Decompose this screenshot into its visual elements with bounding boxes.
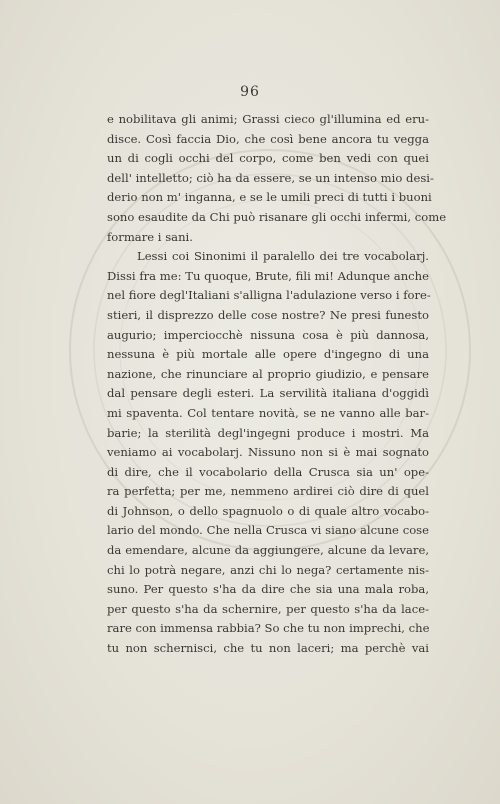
text-line: lario del mondo. Che nella Crusca vi siano alcune cose — [107, 523, 429, 538]
text-line: Dissi fra me: Tu quoque, Brute, fili mi! Adunque anche — [107, 268, 429, 283]
text-line: rare con immensa rabbia? So che tu non imprechi, che — [107, 621, 430, 636]
text-line: per questo s'ha da schernire, per questo s'ha da lace- — [107, 601, 429, 616]
text-line: mi spaventa. Col tentare novità, se ne vanno alle bar- — [107, 405, 429, 420]
text-line: stieri, il disprezzo delle cose nostre? Ne presi funesto — [107, 307, 429, 322]
text-line: nel fiore degl'Italiani s'alligna l'adulazione verso i fore- — [107, 288, 431, 303]
text-line: tu non schernisci, che tu non laceri; ma perchè vai — [107, 641, 429, 656]
text-line: nazione, che rinunciare al proprio giudizio, e pensare — [107, 366, 429, 381]
text-line: chi lo potrà negare, anzi chi lo nega? certamente nis- — [107, 562, 429, 577]
body-text — [107, 110, 447, 659]
text-line: dell' intelletto; ciò ha da essere, se un intenso mio desi- — [107, 170, 434, 185]
page-number: 96 — [240, 84, 260, 100]
text-line: Lessi coi Sinonimi il paralello dei tre vocabolarj. — [137, 249, 429, 264]
text-line: barie; la sterilità degl'ingegni produce i mostri. Ma — [107, 425, 429, 440]
text-line: sono esaudite da Chi può risanare gli occhi infermi, come — [107, 209, 447, 224]
text-line: di dire, che il vocabolario della Crusca sia un' ope- — [107, 464, 429, 479]
text-line: un di cogli occhi del corpo, come ben vedi con quei — [107, 151, 429, 166]
text-line: e nobilitava gli animi; Grassi cieco gl'illumina ed eru- — [107, 112, 429, 126]
text-line: nessuna è più mortale alle opere d'ingegno di una — [107, 347, 429, 362]
text-line: derio non m' inganna, e se le umili preci di tutti i buoni — [107, 190, 432, 205]
text-line: da emendare, alcune da aggiungere, alcune da levare, — [107, 543, 429, 558]
text-line: di Johnson, o dello spagnuolo o di quale altro vocabo- — [107, 503, 429, 518]
text-line: veniamo ai vocabolarj. Nissuno non si è mai sognato — [107, 445, 429, 460]
text-line: dal pensare degli esteri. La servilità italiana d'oggidì — [107, 386, 429, 401]
text-line: formare i sani. — [107, 229, 193, 244]
text-line: ra perfetta; per me, nemmeno ardirei ciò dire di quel — [107, 484, 429, 499]
text-line: disce. Così faccia Dio, che così bene ancora tu vegga — [107, 131, 429, 146]
text-line: suno. Per questo s'ha da dire che sia una mala roba, — [107, 582, 429, 597]
text-line: augurio; imperciocchè nissuna cosa è più dannosa, — [107, 327, 429, 342]
